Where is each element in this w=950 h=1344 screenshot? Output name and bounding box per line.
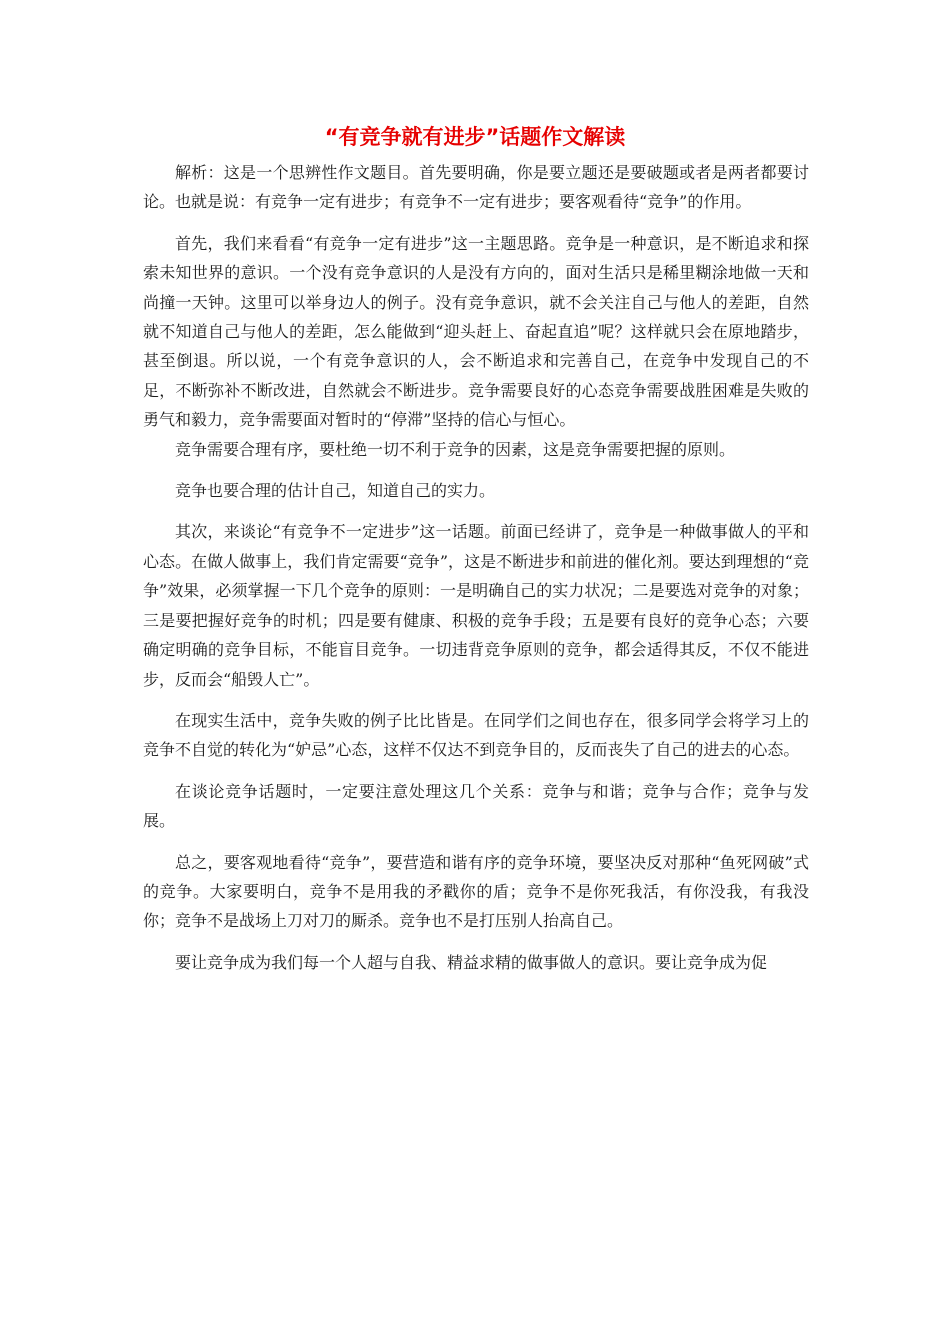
document-body: [143, 158, 809, 977]
paragraph-final: 要让竞争成为我们每一个人超与自我、精益求精的做事做人的意识。要让竞争成为促: [175, 952, 768, 972]
paragraph-analysis: 解析：这是一个思辨性作文题目。首先要明确，你是要立题还是要破题或者是两者都要讨论。也就是说：有竞争一定有进步；有竞争不一定有进步；要客观看待“竞争”的作用。: [143, 163, 809, 212]
paragraph-relations: 在谈论竞争话题时，一定要注意处理这几个关系：竞争与和谐；竞争与合作；竞争与发展。: [143, 781, 809, 831]
paragraph-self-estimate: 竞争也要合理的估计自己，知道自己的实力。: [175, 481, 496, 501]
paragraph-order: 竞争需要合理有序，要杜绝一切不利于竞争的因素，这是竞争需要把握的原则。: [175, 439, 736, 459]
document-title: “有竞争就有进步”话题作文解读: [324, 125, 626, 149]
paragraph-second: 其次，来谈论“有竞争不一定进步”这一话题。前面已经讲了，竞争是一种做事做人的平和心态。在做人做事上，我们肯定需要“竞争”，这是不断进步和前进的催化剂。要达到理想的“竞争”效果，必须掌握一下几个竞争的原则：一是明确自己的实力状况；二是要选对竞争的对象；三是要把握好竞争的时机；四是要有健康、积极的竞争手段；五是要有良好的竞争心态；六要确定明确的竞争目标，不能盲目竞争。一切违背竞争原则的竞争，都会适得其反，不仅不能进步，反而会“船毁人亡”。: [143, 522, 809, 689]
paragraph-reality: 在现实生活中，竞争失败的例子比比皆是。在同学们之间也存在，很多同学会将学习上的竞争不自觉的转化为“妒忌”心态，这样不仅达不到竞争目的，反而丧失了自己的进去的心态。: [143, 710, 809, 760]
paragraph-conclusion: 总之，要客观地看待“竞争”，要营造和谐有序的竞争环境，要坚决反对那种“鱼死网破”式的竞争。大家要明白，竞争不是用我的矛戳你的盾；竞争不是你死我活，有你没我，有我没你；竞争不是战场上刀对刀的厮杀。竞争也不是打压别人抬高自己。: [143, 852, 809, 931]
paragraph-first: 首先，我们来看看“有竞争一定有进步”这一主题思路。竞争是一种意识，是不断追求和探索未知世界的意识。一个没有竞争意识的人是没有方向的，面对生活只是稀里糊涂地做一天和尚撞一天钟。这里可以举身边人的例子。没有竞争意识，就不会关注自己与他人的差距，自然就不知道自己与他人的差距，怎么能做到“迎头赶上、奋起直追”呢？这样就只会在原地踏步，甚至倒退。所以说，一个有竞争意识的人，会不断追求和完善自己，在竞争中发现自己的不足，不断弥补不断改进，自然就会不断进步。竞争需要良好的心态竞争需要战胜困难是失败的勇气和毅力，竞争需要面对暂时的“停滞”坚持的信心与恒心。: [143, 233, 809, 430]
